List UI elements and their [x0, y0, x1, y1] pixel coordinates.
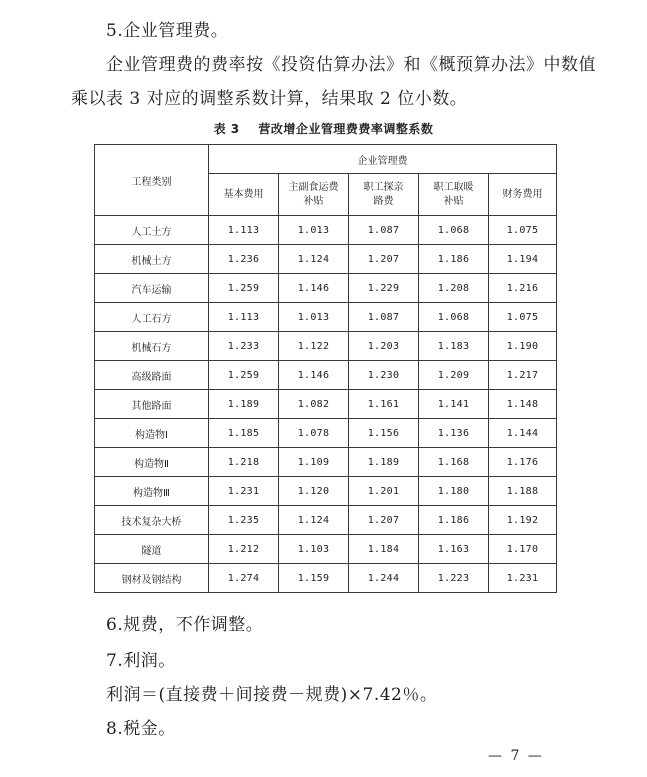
table-row	[95, 303, 557, 332]
table-cell: 1.163	[419, 535, 489, 564]
table-cell: 1.209	[419, 361, 489, 390]
table-cell: 1.189	[209, 390, 279, 419]
table-cell: 1.122	[279, 332, 349, 361]
table-cell: 1.259	[209, 274, 279, 303]
table-cell: 1.146	[279, 361, 349, 390]
table-row	[95, 216, 557, 245]
column-header-text: 路费	[373, 195, 394, 207]
table-cell: 1.186	[419, 506, 489, 535]
table-cell: 1.231	[209, 477, 279, 506]
table-row	[95, 390, 557, 419]
row-label: 高级路面	[95, 361, 209, 390]
table-cell: 1.236	[209, 245, 279, 274]
table-cell: 1.136	[419, 419, 489, 448]
table-cell: 1.144	[489, 419, 557, 448]
column-header-text: 补贴	[303, 195, 324, 207]
table-cell: 1.216	[489, 274, 557, 303]
section-heading: 7.利润。	[106, 651, 176, 671]
table-row	[95, 477, 557, 506]
table-cell: 1.075	[489, 303, 557, 332]
table-caption-title: 营改增企业管理费费率调整系数	[258, 122, 434, 136]
table-cell: 1.124	[279, 506, 349, 535]
table-cell: 1.218	[209, 448, 279, 477]
paragraph-line: 企业管理费的费率按《投资估算办法》和《概预算办法》中数值	[106, 55, 596, 75]
table-cell: 1.259	[209, 361, 279, 390]
row-label: 构造物Ⅱ	[95, 448, 209, 477]
table-cell: 1.186	[419, 245, 489, 274]
table-cell: 1.188	[489, 477, 557, 506]
column-header-category: 工程类别	[95, 145, 209, 216]
table-cell: 1.244	[349, 564, 419, 593]
table-cell: 1.120	[279, 477, 349, 506]
column-header	[279, 174, 349, 216]
row-label: 构造物Ⅰ	[95, 419, 209, 448]
table-cell: 1.082	[279, 390, 349, 419]
table-cell: 1.185	[209, 419, 279, 448]
row-label: 隧道	[95, 535, 209, 564]
table-cell: 1.208	[419, 274, 489, 303]
column-header-text: 职工探亲	[363, 181, 404, 193]
table-cell: 1.159	[279, 564, 349, 593]
table-row	[95, 535, 557, 564]
table-cell: 1.217	[489, 361, 557, 390]
table-cell: 1.194	[489, 245, 557, 274]
row-label: 构造物Ⅲ	[95, 477, 209, 506]
table-cell: 1.233	[209, 332, 279, 361]
table-cell: 1.184	[349, 535, 419, 564]
section-heading: 6.规费，不作调整。	[106, 615, 264, 635]
table-cell: 1.176	[489, 448, 557, 477]
table-cell: 1.146	[279, 274, 349, 303]
table-cell: 1.113	[209, 303, 279, 332]
table-cell: 1.156	[349, 419, 419, 448]
table-cell: 1.148	[489, 390, 557, 419]
column-group-header: 企业管理费	[209, 145, 557, 174]
table-cell: 1.231	[489, 564, 557, 593]
table-cell: 1.207	[349, 506, 419, 535]
row-label: 汽车运输	[95, 274, 209, 303]
table-cell: 1.103	[279, 535, 349, 564]
table-row	[95, 419, 557, 448]
table-cell: 1.192	[489, 506, 557, 535]
table-cell: 1.170	[489, 535, 557, 564]
table-body	[95, 216, 557, 593]
table-caption-label: 表 3	[213, 122, 240, 136]
row-label: 人工石方	[95, 303, 209, 332]
column-header	[349, 174, 419, 216]
table-cell: 1.203	[349, 332, 419, 361]
column-header	[209, 174, 279, 216]
column-header-text: 补贴	[443, 195, 464, 207]
table-cell: 1.201	[349, 477, 419, 506]
table-cell: 1.068	[419, 303, 489, 332]
column-header-text: 财务费用	[502, 188, 543, 200]
column-header	[489, 174, 557, 216]
table-cell: 1.013	[279, 216, 349, 245]
table-cell: 1.161	[349, 390, 419, 419]
table-cell: 1.235	[209, 506, 279, 535]
table-row	[95, 361, 557, 390]
table-cell: 1.274	[209, 564, 279, 593]
profit-formula: 利润＝(直接费＋间接费－规费)×7.42％。	[106, 685, 438, 705]
table-cell: 1.078	[279, 419, 349, 448]
table-cell: 1.087	[349, 303, 419, 332]
row-label: 机械石方	[95, 332, 209, 361]
table-caption	[0, 120, 647, 137]
table-row	[95, 245, 557, 274]
table-cell: 1.183	[419, 332, 489, 361]
table-cell: 1.075	[489, 216, 557, 245]
section-heading: 8.税金。	[106, 719, 176, 739]
page-number: — 7 —	[488, 748, 544, 764]
table-cell: 1.180	[419, 477, 489, 506]
column-header	[419, 174, 489, 216]
table-cell: 1.189	[349, 448, 419, 477]
table-cell: 1.113	[209, 216, 279, 245]
section-heading: 5.企业管理费。	[106, 21, 229, 41]
table-row	[95, 448, 557, 477]
row-label: 机械土方	[95, 245, 209, 274]
table-cell: 1.223	[419, 564, 489, 593]
table-cell: 1.124	[279, 245, 349, 274]
column-header-text: 职工取暖	[433, 181, 474, 193]
table-cell: 1.229	[349, 274, 419, 303]
row-label: 人工土方	[95, 216, 209, 245]
table-cell: 1.141	[419, 390, 489, 419]
table-cell: 1.109	[279, 448, 349, 477]
column-header-text: 基本费用	[223, 188, 264, 200]
table-row	[95, 506, 557, 535]
paragraph-line: 乘以表 3 对应的调整系数计算，结果取 2 位小数。	[71, 89, 468, 109]
table-cell: 1.013	[279, 303, 349, 332]
table-cell: 1.230	[349, 361, 419, 390]
table-row	[95, 274, 557, 303]
table-cell: 1.212	[209, 535, 279, 564]
coefficient-table	[94, 144, 557, 593]
row-label: 其他路面	[95, 390, 209, 419]
row-label: 技术复杂大桥	[95, 506, 209, 535]
table-cell: 1.068	[419, 216, 489, 245]
table-cell: 1.207	[349, 245, 419, 274]
column-header-text: 主副食运费	[288, 181, 339, 193]
row-label: 钢材及钢结构	[95, 564, 209, 593]
table-cell: 1.087	[349, 216, 419, 245]
table-row	[95, 564, 557, 593]
table-row	[95, 332, 557, 361]
table-cell: 1.190	[489, 332, 557, 361]
table-cell: 1.168	[419, 448, 489, 477]
